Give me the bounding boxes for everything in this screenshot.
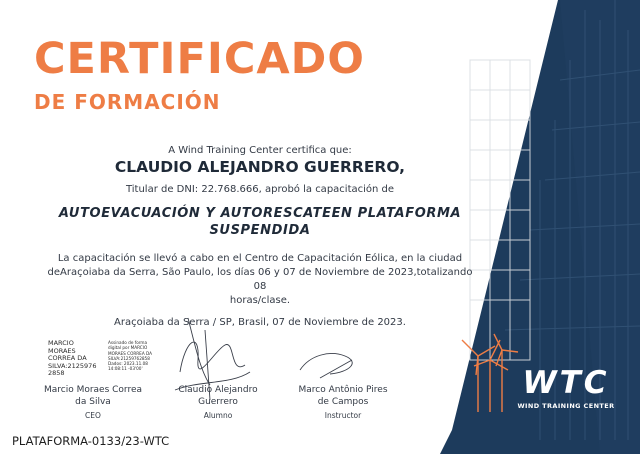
logo-tagline: WIND TRAINING CENTER — [517, 402, 615, 410]
description-line-2: deAraçoiaba da Serra, São Paulo, los días 06 y 07 de Noviembre de 2023,totalizando 08 — [47, 267, 473, 292]
signer-name-line-1: Claudio Alejandro — [178, 385, 258, 395]
signer-name-line-2: da Silva — [75, 397, 111, 407]
signer-name-line-1: Marco Antônio Pires — [298, 385, 388, 395]
dni-line: Titular de DNI: 22.768.666, aprobó la capacitación de — [125, 184, 395, 195]
recipient-name: CLAUDIO ALEJANDRO GUERRERO, — [114, 158, 406, 176]
wtc-logo — [510, 365, 622, 410]
course-line-2: SUSPENDIDA — [209, 223, 311, 238]
place-date: Araçoiaba da Serra / SP, Brasil, 07 de Noviembre de 2023. — [114, 317, 406, 328]
signer-role: Instructor — [324, 411, 362, 420]
signer-name-line-1: Marcio Moraes Correa — [43, 385, 143, 395]
certificate-subtitle: DE FORMACIÓN — [34, 90, 221, 114]
signature-ceo — [38, 384, 148, 422]
signature-student — [163, 384, 273, 422]
description — [40, 252, 480, 308]
signer-name-line-2: de Campos — [317, 397, 369, 407]
intro-text: A Wind Training Center certifica que: — [168, 145, 352, 156]
signer-name-line-2: Guerrero — [198, 397, 238, 407]
digital-signature-stamp — [48, 340, 193, 378]
logo-wordmark: WTC — [522, 365, 610, 401]
digital-signature-details: Assinado de forma digital por MARCIO MORAES CORREA DA SILVA:21259762858 Dados: 2023.11.08 14:08:11 -03'00' — [108, 340, 153, 372]
description-line-3: horas/clase. — [229, 295, 291, 306]
course-line-1: AUTOEVACUACIÓN Y AUTORESCATEEN PLATAFORMA — [58, 206, 462, 221]
signature-instructor — [283, 384, 403, 422]
signer-role: Alumno — [203, 411, 233, 420]
certificate-code: PLATAFORMA-0133/23-WTC — [12, 434, 170, 448]
description-line-1: La capacitación se llevó a cabo en el Centro de Capacitación Eólica, en la ciudad — [57, 253, 463, 264]
digital-signer-name: MARCIO MORAES CORREA DA SILVA:2125976 2858 — [48, 339, 97, 378]
certificate-title: CERTIFICADO — [34, 34, 365, 84]
course-name — [50, 205, 470, 239]
signer-role: CEO — [85, 411, 101, 420]
